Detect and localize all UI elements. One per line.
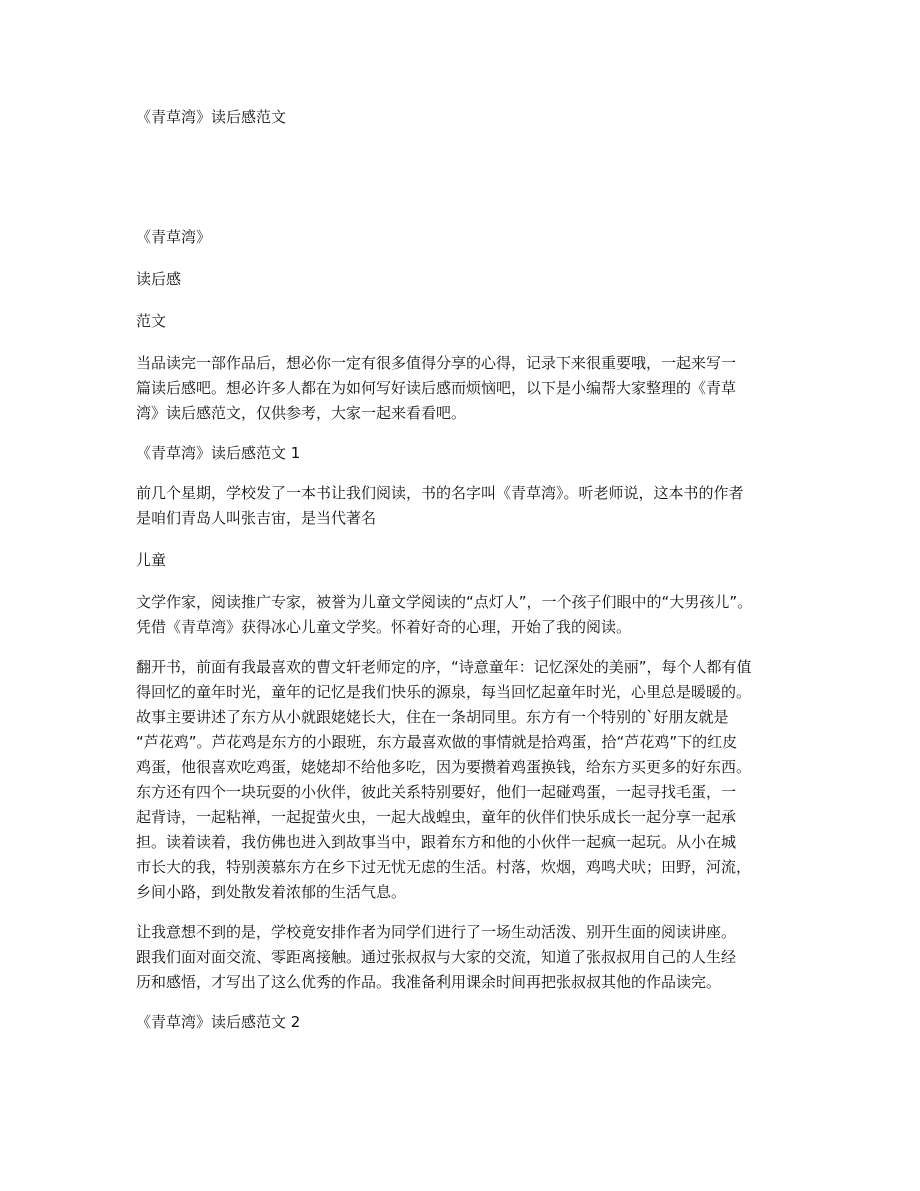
body-paragraph: 让我意想不到的是，学校竟安排作者为同学们进行了一场生动活泼、别开生面的阅读讲座。 跟我们面对面交流、零距离接触。通过张叔叔与大家的交流，知道了张叔叔用自己的人生经 历和感悟，才写出了这么优秀的作品。我准备利用课余时间再把张叔叔其他的作品读完。 <box>136 923 737 991</box>
book-title-heading: 《青草湾》 <box>136 228 212 246</box>
body-paragraph: 翻开书，前面有我最喜欢的曹文轩老师定的序，“诗意童年：记忆深处的美丽”，每个人都有值 得回忆的童年时光，童年的记忆是我们快乐的源泉，每当回忆起童年时光，心里总是暖暖的。 故事主要讲述了东方从小就跟姥姥长大，住在一条胡同里。东方有一个特别的`好朋友就是 “芦花鸡”。芦花鸡是东方的小跟班，东方最喜欢做的事情就是拾鸡蛋，拾“芦花鸡”下的红皮 鸡蛋，他很喜欢吃鸡蛋，姥姥却不给他多吃，因为要攒着鸡蛋换钱，给东方买更多的好东西。 东方还有四个一块玩耍的小伙伴，彼此关系特别要好，他们一起碰鸡蛋，一起寻找毛蛋，一 起背诗，一起粘禅，一起捉萤火虫，一起大战蝗虫，童年的伙伴们快乐成长一起分享一起承 担。读着读着，我仿佛也进入到故事当中，跟着东方和他的小伙伴一起疯一起玩。从小在城 市长大的我，特别羡慕东方在乡下过无忧无虑的生活。村落，炊烟，鸡鸣犬吠；田野，河流， 乡间小路，到处散发着浓郁的生活气息。 <box>136 658 752 901</box>
document-body <box>136 225 792 1035</box>
subtitle-line: 范文 <box>136 312 167 330</box>
section-heading-1: 《青草湾》读后感范文 1 <box>136 444 301 462</box>
body-paragraph: 儿童 <box>136 551 167 569</box>
document-title: 《青草湾》读后感范文 <box>136 108 287 126</box>
section-heading-2: 《青草湾》读后感范文 2 <box>136 1013 301 1031</box>
body-paragraph: 前几个星期，学校发了一本书让我们阅读，书的名字叫《青草湾》。听老师说，这本书的作者 是咱们青岛人叫张吉宙，是当代著名 <box>136 484 744 527</box>
body-paragraph: 文学作家，阅读推广专家，被誉为儿童文学阅读的“点灯人”，一个孩子们眼中的“大男孩儿”。 凭借《青草湾》获得冰心儿童文学奖。怀着好奇的心理，开始了我的阅读。 <box>136 593 753 636</box>
intro-paragraph: 当品读完一部作品后，想必你一定有很多值得分享的心得，记录下来很重要哦，一起来写一 篇读后感吧。想必许多人都在为如何写好读后感而烦恼吧，以下是小编帮大家整理的《青草 湾》读后感范文，仅供参考，大家一起来看看吧。 <box>136 354 737 422</box>
subtitle-line: 读后感 <box>136 270 182 288</box>
